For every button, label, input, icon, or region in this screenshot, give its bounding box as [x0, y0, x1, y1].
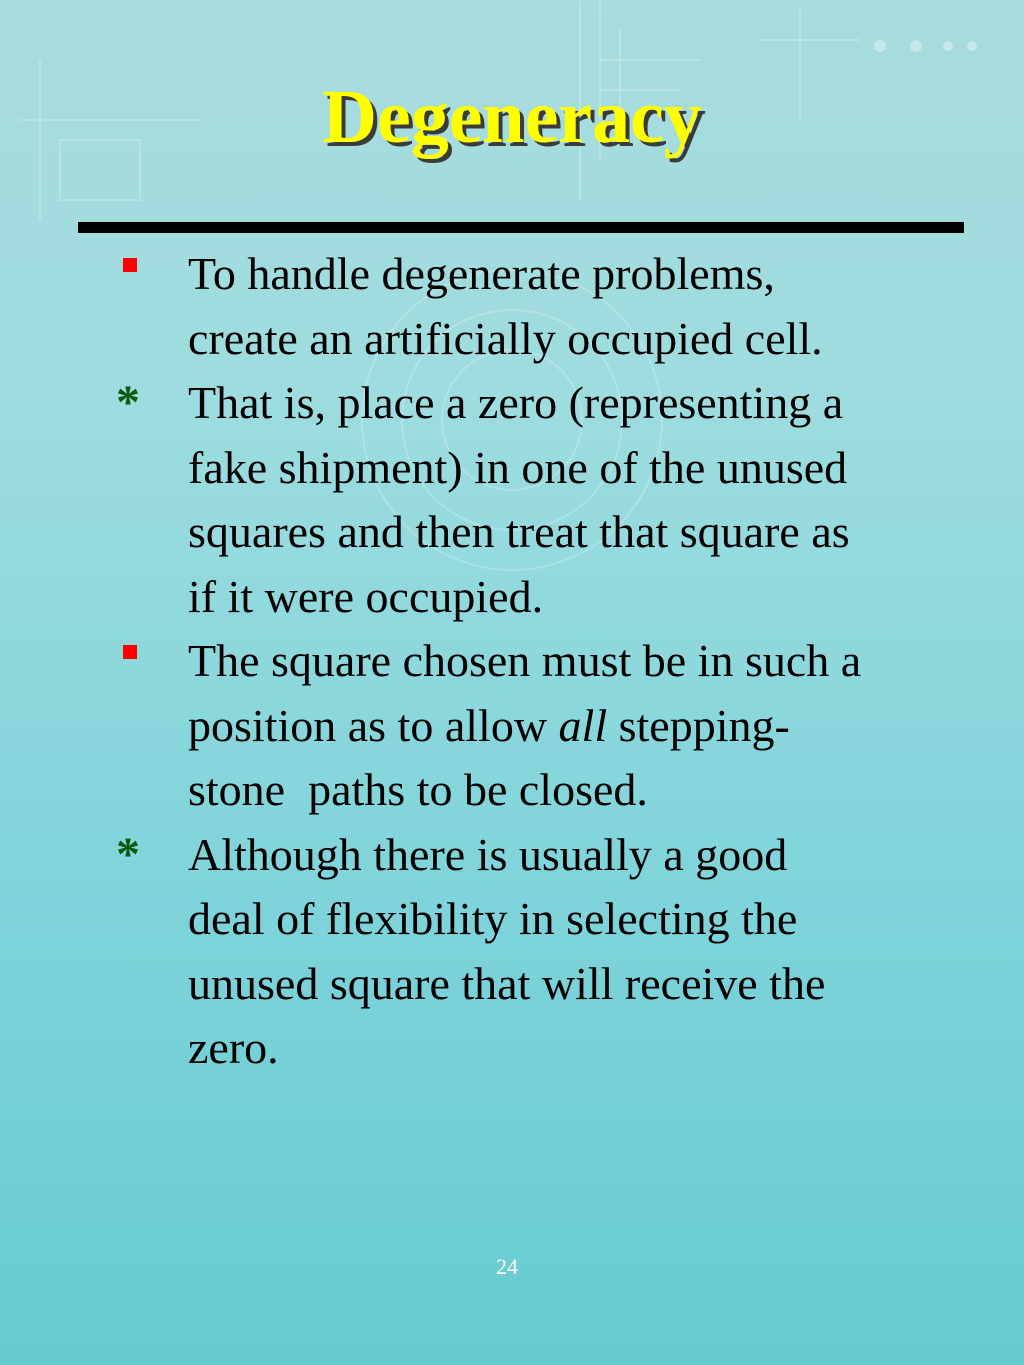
page-number: 24 — [496, 1254, 518, 1279]
bullet-text — [188, 629, 978, 823]
bullet-line — [188, 694, 978, 759]
bullet-text — [188, 242, 978, 371]
bullet-text — [188, 823, 978, 1081]
emphasis-word: all — [558, 699, 608, 751]
bullet-item — [0, 242, 1024, 371]
bullet-line: Although there is usually a good — [188, 828, 788, 880]
asterisk-bullet-icon: * — [116, 376, 140, 429]
bullet-line: squares and then treat that square as — [188, 506, 850, 557]
bullet-text — [188, 371, 978, 629]
bullet-line: zero. — [188, 1022, 279, 1073]
square-bullet-icon — [123, 645, 137, 659]
bullet-item — [0, 629, 1024, 823]
square-bullet-icon — [123, 258, 137, 272]
bullet-line: That is, place a zero (representing a — [188, 377, 844, 428]
bullet-line: stone paths to be closed. — [188, 764, 648, 815]
bullet-line: if it were occupied. — [188, 570, 544, 622]
bullet-line: deal of flexibility in selecting the — [188, 893, 798, 944]
bullet-line-segment: stepping- — [607, 699, 790, 751]
bullet-line: unused square that will receive the — [188, 957, 826, 1009]
slide-title: Degeneracy — [322, 75, 702, 159]
bullet-line: create an artificially occupied cell. — [188, 312, 823, 364]
bullet-line-segment: position as to allow — [188, 699, 559, 751]
title-divider — [78, 222, 964, 233]
bullet-item — [0, 371, 1024, 629]
bullet-line: The square chosen must be in such a — [188, 635, 862, 686]
bullet-list — [0, 242, 1024, 1081]
bullet-line: To handle degenerate problems, — [188, 248, 775, 299]
bullet-line: fake shipment) in one of the unused — [188, 441, 848, 493]
bullet-item — [0, 823, 1024, 1081]
asterisk-bullet-icon: * — [116, 827, 140, 881]
